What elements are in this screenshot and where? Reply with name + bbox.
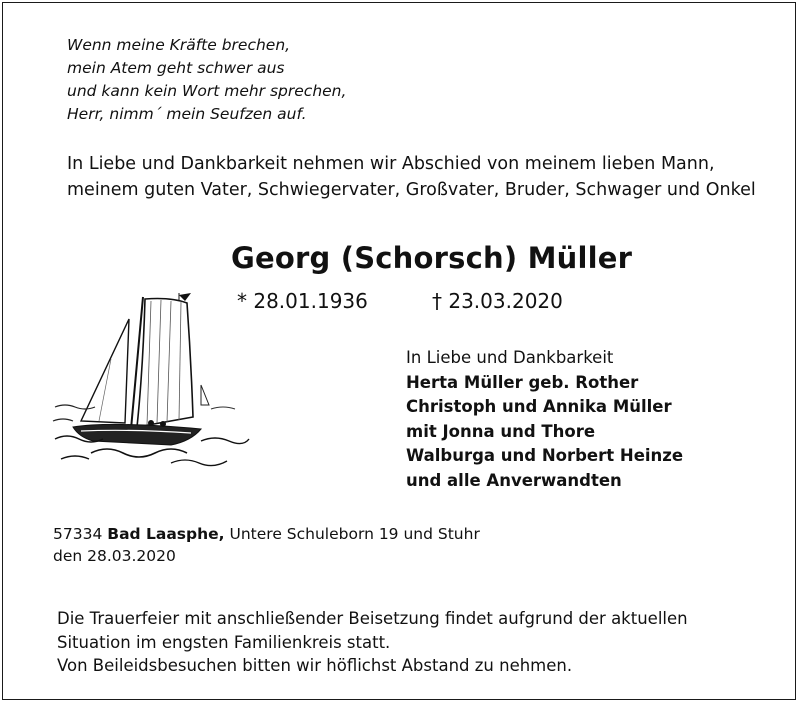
death-date: † 23.03.2020: [432, 289, 563, 313]
poem: [67, 34, 346, 126]
mourners-list: [406, 346, 683, 493]
poem-line: Wenn meine Kräfte brechen,: [67, 36, 291, 54]
mourner-name: Herta Müller geb. Rother: [406, 372, 639, 392]
street: Untere Schuleborn 19 und Stuhr: [229, 525, 480, 543]
birth-date: * 28.01.1936: [237, 289, 368, 313]
poem-line: und kann kein Wort mehr sprechen,: [67, 82, 347, 100]
address-date: den 28.03.2020: [53, 547, 176, 565]
poem-line: Herr, nimm´ mein Seufzen auf.: [67, 105, 307, 123]
obituary-frame: [2, 2, 796, 700]
notice-line: Von Beileidsbesuchen bitten wir höflichst Abstand zu nehmen.: [57, 656, 573, 675]
address-block: [53, 523, 480, 567]
mourner-name: Christoph und Annika Müller: [406, 397, 672, 416]
mourner-name: Walburga und Norbert Heinze: [406, 446, 684, 465]
city: Bad Laasphe,: [107, 525, 225, 543]
funeral-notice: [57, 607, 688, 678]
mourner-name: und alle Anverwandten: [406, 470, 622, 490]
deceased-name: Georg (Schorsch) Müller: [231, 241, 633, 275]
poem-line: mein Atem geht schwer aus: [67, 59, 285, 77]
intro-text: [67, 151, 756, 203]
address-line: [53, 523, 480, 545]
notice-line: Situation im engsten Familienkreis statt.: [57, 632, 391, 652]
intro-line: In Liebe und Dankbarkeit nehmen wir Abschied von meinem lieben Mann,: [67, 154, 715, 174]
mourners-lead: In Liebe und Dankbarkeit: [406, 348, 614, 367]
mourner-name: mit Jonna und Thore: [406, 421, 596, 441]
postal-code: 57334: [53, 525, 103, 543]
sailboat-icon: [51, 289, 251, 471]
intro-line: meinem guten Vater, Schwiegervater, Großvater, Bruder, Schwager und Onkel: [67, 180, 756, 200]
notice-line: Die Trauerfeier mit anschließender Beisetzung findet aufgrund der aktuellen: [57, 609, 688, 628]
